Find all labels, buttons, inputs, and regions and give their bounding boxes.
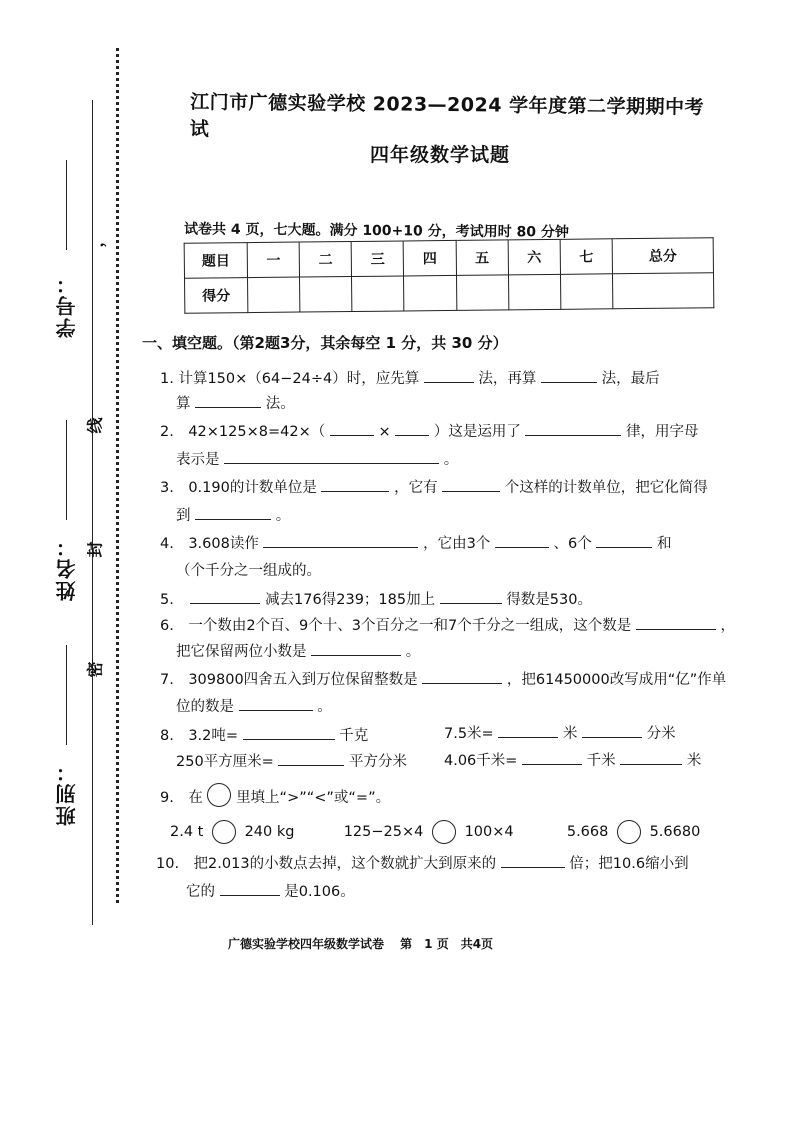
margin-dotted-line — [116, 48, 119, 903]
question-4-cont — [176, 559, 321, 580]
score-cell[interactable] — [404, 275, 457, 311]
answer-blank[interactable] — [525, 421, 621, 436]
answer-blank[interactable] — [501, 853, 565, 868]
question-5 — [160, 588, 592, 609]
answer-blank[interactable] — [582, 723, 642, 738]
answer-blank[interactable] — [224, 449, 439, 464]
question-text: 4. 3.608读作 — [160, 536, 259, 552]
question-1-cont — [176, 392, 295, 413]
compare-left: 125−25×4 — [343, 824, 424, 840]
question-text: 米 — [562, 726, 578, 742]
answer-blank[interactable] — [330, 421, 374, 436]
question-text: 。 — [405, 644, 421, 660]
answer-blank[interactable] — [311, 641, 401, 656]
question-7 — [160, 668, 726, 689]
student-no-field[interactable] — [66, 160, 67, 250]
question-text: 3. 0.190的计数单位是 — [160, 480, 317, 496]
question-9 — [160, 786, 390, 807]
answer-blank[interactable] — [321, 477, 389, 492]
answer-blank[interactable] — [190, 589, 260, 604]
question-text: （个千分之一组成的。 — [176, 563, 321, 579]
question-text: 。 — [275, 508, 291, 524]
compare-circle-1[interactable] — [212, 820, 236, 844]
seal-char-seal: 封 — [85, 541, 105, 558]
question-text: 2. 42×125×8=42×（ — [160, 424, 326, 440]
margin-seal-line — [92, 100, 93, 925]
question-text: 律，用字母 — [626, 424, 699, 440]
question-text: 和 — [656, 536, 672, 552]
margin-comma: ， — [87, 231, 107, 248]
question-text: 法，最后 — [601, 371, 660, 387]
answer-blank[interactable] — [442, 477, 500, 492]
question-text: 平方分米 — [349, 754, 408, 770]
question-text: ， — [720, 618, 735, 634]
score-cell[interactable] — [613, 273, 714, 309]
question-text: 10. 把2.013的小数点去掉，这个数就扩大到原来的 — [156, 856, 497, 872]
class-label: 班别： — [55, 760, 79, 826]
seal-char-line: 线 — [85, 417, 105, 434]
answer-blank[interactable] — [422, 669, 502, 684]
question-text: 位的数是 — [176, 699, 234, 715]
score-header-cell: 六 — [508, 239, 561, 275]
question-2-cont — [176, 448, 458, 469]
question-text: 6. 一个数由2个百、9个十、3个百分之一和7个千分之一组成，这个数是 — [160, 618, 632, 634]
answer-blank[interactable] — [636, 615, 716, 630]
question-text: 9. 在 — [160, 790, 203, 806]
question-9-items — [170, 820, 700, 844]
question-text: 法。 — [265, 396, 295, 412]
compare-right: 5.6680 — [649, 824, 701, 840]
question-text: ，它由3个 — [423, 536, 491, 552]
score-table-header-row — [184, 238, 713, 279]
score-cell[interactable] — [300, 277, 353, 313]
question-text: 表示是 — [176, 452, 220, 468]
score-cell[interactable] — [560, 274, 613, 310]
exam-title: 江门市广德实验学校 2023—2024 学年度第二学期期中考试 — [189, 91, 705, 141]
page-footer: 广德实验学校四年级数学试卷 第 1 页 共4页 — [228, 937, 494, 951]
answer-blank[interactable] — [522, 750, 582, 765]
section-1-heading: 一、填空题。（第2题3分，其余每空 1 分，共 30 分） — [142, 334, 508, 352]
question-4 — [160, 532, 671, 553]
question-text: 8. 3.2吨= — [160, 728, 239, 744]
score-header-cell: 三 — [351, 241, 404, 277]
score-table — [184, 237, 715, 314]
question-text: 法，再算 — [478, 371, 537, 387]
answer-blank[interactable] — [243, 725, 335, 740]
exam-subtitle: 四年级数学试题 — [370, 144, 511, 166]
exam-info: 试卷共 4 页，七大题。满分 100+10 分，考试用时 80 分钟 — [183, 221, 569, 241]
answer-blank[interactable] — [424, 368, 474, 383]
question-text: 千米 — [586, 753, 616, 769]
score-header-cell: 四 — [404, 240, 457, 276]
question-text: 减去176得239；185加上 — [265, 592, 436, 608]
question-text: 。 — [317, 699, 332, 715]
question-text: 里填上“>”“<”或“=”。 — [236, 790, 391, 806]
answer-blank[interactable] — [495, 533, 549, 548]
score-header-cell: 一 — [247, 242, 300, 278]
question-text: ）这是运用了 — [433, 424, 521, 440]
question-text: 分米 — [646, 726, 676, 742]
answer-blank[interactable] — [440, 589, 502, 604]
question-3-cont — [176, 504, 290, 525]
question-text: 它的 — [186, 884, 215, 900]
question-text: 米 — [686, 753, 702, 769]
compare-right: 100×4 — [464, 824, 514, 840]
compare-circle-2[interactable] — [432, 820, 456, 844]
answer-blank[interactable] — [195, 505, 271, 520]
question-6-cont — [176, 640, 420, 661]
question-8-b — [444, 722, 676, 743]
name-field[interactable] — [66, 420, 67, 520]
score-cell[interactable] — [508, 274, 561, 310]
question-text: 7. 309800四舍五入到万位保留整数是 — [160, 672, 418, 688]
question-3 — [160, 476, 708, 497]
answer-blank[interactable] — [498, 723, 558, 738]
question-2 — [160, 420, 699, 441]
seal-char-secret: 密 — [85, 661, 105, 678]
question-text: 、6个 — [553, 536, 592, 552]
class-field[interactable] — [66, 645, 67, 745]
question-text: 把它保留两位小数是 — [176, 644, 307, 660]
question-text: 是0.106。 — [284, 884, 355, 900]
compare-left: 5.668 — [566, 824, 609, 840]
question-10-cont — [186, 880, 355, 901]
score-header-cell: 总分 — [612, 238, 713, 274]
answer-blank[interactable] — [195, 393, 261, 408]
score-table-score-row — [185, 273, 714, 314]
name-label: 姓名： — [55, 535, 79, 601]
question-text: 。 — [443, 452, 459, 468]
compare-left: 2.4 t — [170, 824, 204, 840]
answer-blank[interactable] — [395, 421, 429, 436]
student-no-label: 学号： — [55, 272, 79, 338]
question-text: 得数是530。 — [506, 592, 592, 608]
question-text: 250平方厘米= — [176, 754, 274, 770]
answer-blank[interactable] — [278, 751, 344, 766]
question-text: 1. 计算150×（64−24÷4）时，应先算 — [160, 371, 420, 387]
score-cell[interactable] — [248, 277, 301, 313]
answer-blank[interactable] — [620, 750, 682, 765]
answer-blank[interactable] — [263, 533, 418, 548]
question-text: 倍；把10.6缩小到 — [569, 856, 689, 872]
question-8-c — [176, 750, 407, 771]
score-cell[interactable] — [352, 276, 405, 312]
compare-right: 240 kg — [244, 824, 295, 840]
question-8-d — [444, 749, 701, 770]
question-text: 个这样的计数单位，把它化简得 — [504, 480, 708, 496]
question-text: 4.06千米= — [444, 753, 518, 769]
question-10 — [156, 852, 689, 873]
compare-circle-3[interactable] — [617, 820, 641, 844]
circle-icon — [207, 783, 231, 807]
answer-blank[interactable] — [541, 368, 597, 383]
question-8 — [160, 724, 368, 745]
question-text: 5. — [160, 592, 174, 608]
question-text: 7.5米= — [444, 726, 494, 742]
question-text: 千克 — [339, 728, 369, 744]
score-header-cell: 七 — [560, 239, 613, 275]
answer-blank[interactable] — [596, 533, 652, 548]
question-6 — [160, 614, 735, 635]
question-text: ，把61450000改写成用“亿”作单 — [506, 672, 727, 688]
answer-blank[interactable] — [220, 881, 280, 896]
question-text: × — [378, 424, 391, 440]
question-1 — [160, 367, 660, 388]
score-header-cell: 五 — [456, 240, 509, 276]
question-7-cont — [176, 695, 332, 716]
answer-blank[interactable] — [239, 696, 313, 711]
question-text: 到 — [176, 508, 191, 524]
score-header-cell: 二 — [299, 242, 352, 278]
score-header-cell: 题目 — [184, 243, 247, 279]
score-cell[interactable] — [456, 275, 509, 311]
question-text: ，它有 — [394, 480, 438, 496]
question-text: 算 — [176, 396, 191, 412]
score-row-label: 得分 — [185, 278, 248, 314]
